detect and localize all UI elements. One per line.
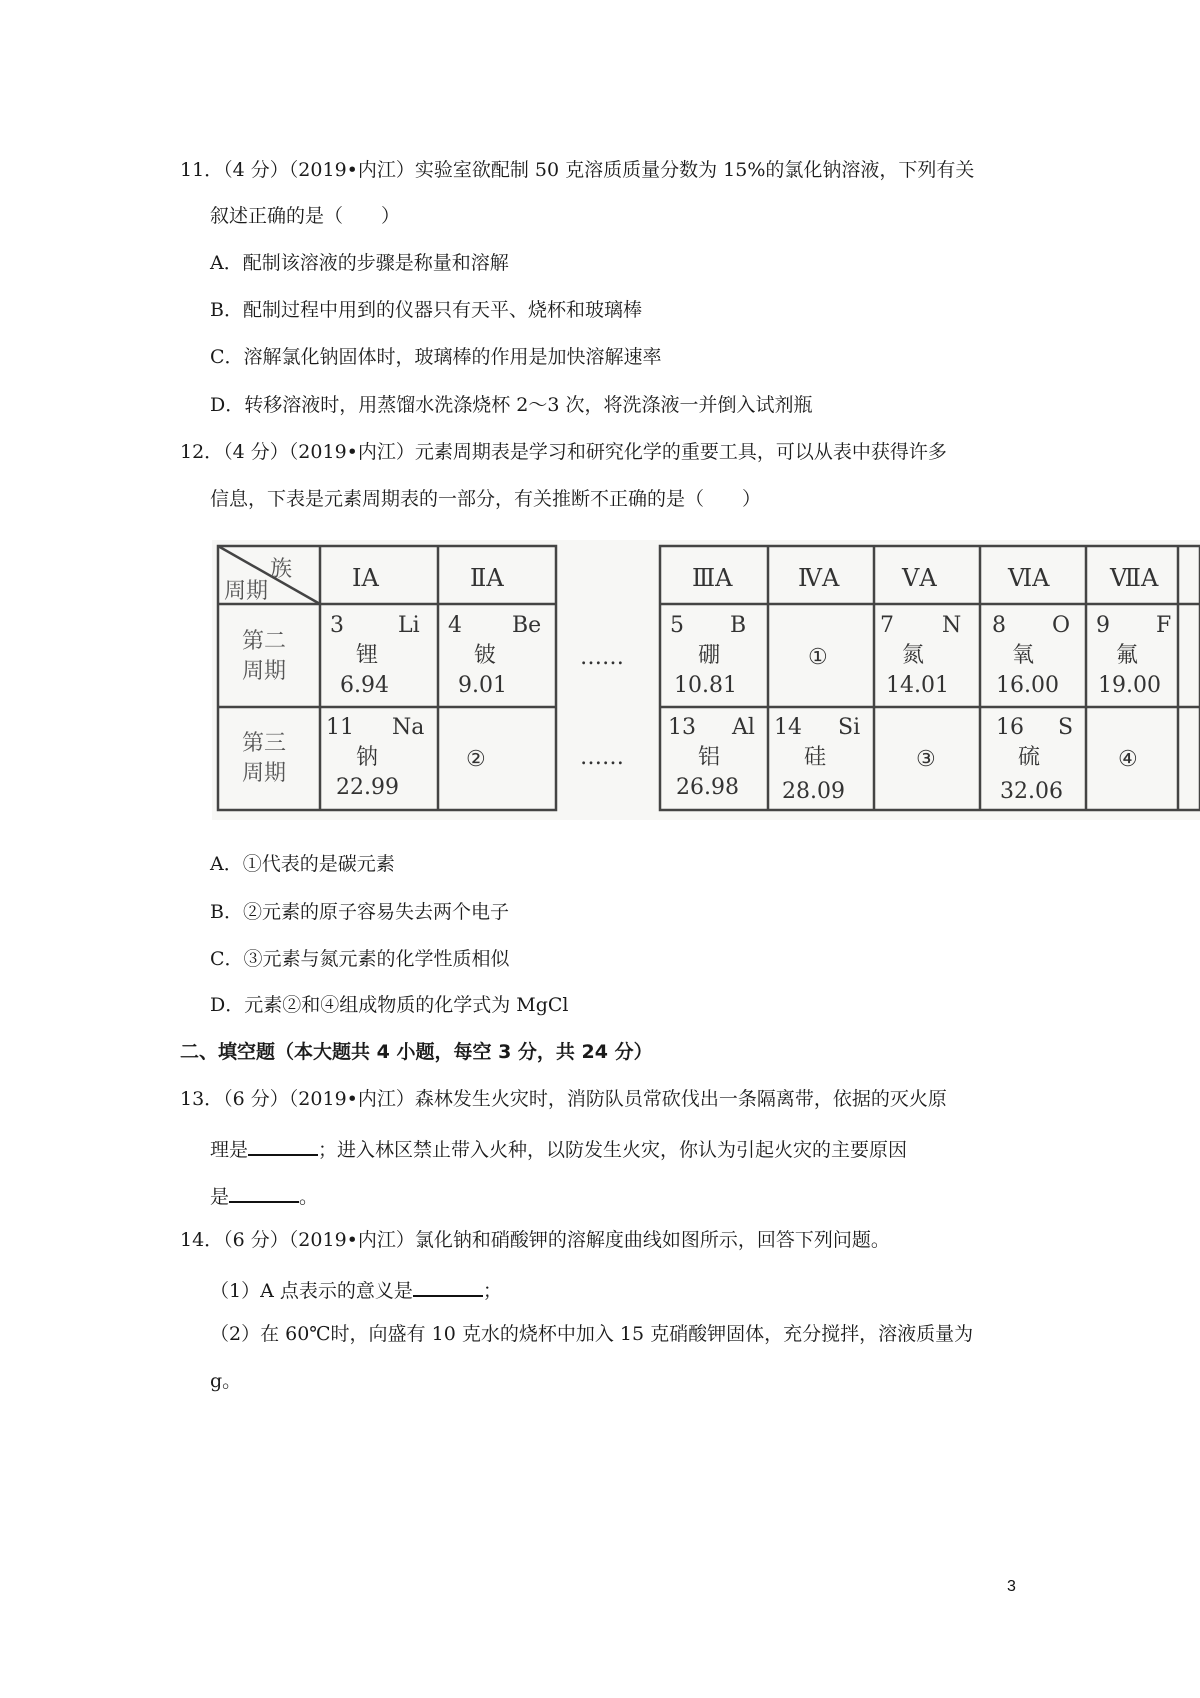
q11-stem-line2: 叙述正确的是（ ） [210, 205, 401, 227]
q11-option-c: C．溶解氯化钠固体时，玻璃棒的作用是加快溶解速率 [210, 346, 662, 368]
table-ellipsis: …… [580, 645, 624, 670]
section-heading: 二、填空题（本大题共 4 小题，每空 3 分，共 24 分） [180, 1041, 653, 1063]
q13-line2 [210, 1134, 907, 1162]
q11-option-a: A．配制该溶液的步骤是称量和溶解 [210, 252, 509, 274]
atomic-number: 8 [992, 613, 1006, 638]
atomic-mass: 16.00 [996, 673, 1059, 698]
q14-sub1 [210, 1275, 502, 1303]
q14-sub2-end: g。 [210, 1370, 242, 1392]
answer-blank[interactable] [248, 1134, 318, 1156]
atomic-number: 5 [670, 613, 684, 638]
unknown-element-mark-1: ① [808, 645, 828, 670]
group-header: ⅡA [470, 564, 504, 592]
element-name: 钠 [356, 745, 379, 770]
q13-line3-suffix: 。 [299, 1186, 319, 1208]
element-symbol: Si [838, 715, 861, 740]
element-name: 氧 [1012, 643, 1035, 668]
unknown-element-mark-3: ③ [916, 747, 936, 772]
element-symbol: B [730, 613, 747, 638]
atomic-number: 16 [996, 715, 1024, 740]
element-symbol: Be [512, 613, 542, 638]
atomic-number: 3 [330, 613, 344, 638]
atomic-number: 11 [326, 715, 354, 740]
q12-stem-line2: 信息，下表是元素周期表的一部分，有关推断不正确的是（ ） [210, 488, 762, 510]
atomic-mass: 19.00 [1098, 673, 1161, 698]
table-ellipsis: …… [580, 745, 624, 770]
unknown-element-mark-2: ② [466, 747, 486, 772]
element-name: 硅 [804, 745, 827, 770]
period-label: 第二 [242, 629, 287, 654]
element-name: 硫 [1018, 745, 1041, 770]
group-header: ⅥA [1008, 564, 1050, 592]
element-symbol: F [1156, 613, 1172, 638]
q11-option-b: B．配制过程中用到的仪器只有天平、烧杯和玻璃棒 [210, 299, 642, 321]
element-symbol: Li [398, 613, 420, 638]
atomic-mass: 10.81 [674, 673, 737, 698]
page-number: 3 [1007, 1578, 1016, 1595]
q14-sub1-text: （1）A 点表示的意义是 [210, 1280, 413, 1302]
q12-option-c: C．③元素与氮元素的化学性质相似 [210, 948, 510, 970]
q13-line2-prefix: 理是 [210, 1139, 249, 1161]
q13-line3-prefix: 是 [210, 1186, 230, 1208]
group-header: ⅣA [798, 564, 840, 592]
group-header: ⅠA [352, 564, 379, 592]
q12-stem-line1: 12．（4 分）（2019•内江）元素周期表是学习和研究化学的重要工具，可以从表中获得许多 [180, 441, 947, 463]
period-label: 周期 [242, 659, 287, 684]
element-name: 铍 [474, 643, 497, 668]
atomic-number: 4 [448, 613, 462, 638]
periodic-table-svg [212, 540, 1200, 820]
element-name: 氟 [1116, 643, 1139, 668]
atomic-mass: 14.01 [886, 673, 949, 698]
q14-sub2: （2）在 60℃时，向盛有 10 克水的烧杯中加入 15 克硝酸钾固体，充分搅拌，溶液质量为 [210, 1323, 974, 1345]
q11-option-d: D．转移溶液时，用蒸馏水洗涤烧杯 2～3 次，将洗涤液一并倒入试剂瓶 [210, 394, 813, 416]
group-header: ⅢA [692, 564, 733, 592]
unknown-element-mark-4: ④ [1118, 747, 1138, 772]
element-name: 锂 [356, 643, 379, 668]
answer-blank[interactable] [229, 1181, 299, 1203]
element-symbol: Al [732, 715, 755, 740]
period-label: 第三 [242, 731, 287, 756]
element-name: 铝 [698, 745, 721, 770]
element-symbol: N [942, 613, 962, 638]
atomic-mass: 22.99 [336, 775, 399, 800]
period-label: 周期 [242, 761, 287, 786]
group-header: ⅦA [1110, 564, 1159, 592]
q13-line1: 13．（6 分）（2019•内江）森林发生火灾时，消防队员常砍伐出一条隔离带，依据的灭火原 [180, 1088, 947, 1110]
group-header: ⅤA [902, 564, 937, 592]
q12-option-a: A．①代表的是碳元素 [210, 853, 395, 875]
q13-line3 [210, 1181, 318, 1209]
atomic-number: 9 [1096, 613, 1110, 638]
atomic-mass: 9.01 [458, 673, 507, 698]
atomic-mass: 26.98 [676, 775, 739, 800]
periodic-table-figure [212, 540, 1200, 820]
element-symbol: Na [392, 715, 425, 740]
element-name: 硼 [698, 643, 721, 668]
atomic-number: 7 [880, 613, 894, 638]
q12-option-d: D．元素②和④组成物质的化学式为 MgCl [210, 994, 569, 1016]
q14-line1: 14．（6 分）（2019•内江）氯化钠和硝酸钾的溶解度曲线如图所示，回答下列问题。 [180, 1229, 890, 1251]
atomic-mass: 6.94 [340, 673, 389, 698]
atomic-number: 14 [774, 715, 802, 740]
atomic-mass: 32.06 [1000, 779, 1063, 804]
answer-blank[interactable] [413, 1275, 483, 1297]
element-symbol: S [1058, 715, 1074, 740]
atomic-number: 13 [668, 715, 696, 740]
q12-option-b: B．②元素的原子容易失去两个电子 [210, 901, 509, 923]
q14-sub1-suffix: ； [482, 1280, 502, 1302]
element-symbol: O [1052, 613, 1071, 638]
table-corner-period: 周期 [224, 579, 269, 604]
atomic-mass: 28.09 [782, 779, 845, 804]
table-corner-group: 族 [270, 557, 293, 582]
q11-stem-line1: 11．（4 分）（2019•内江）实验室欲配制 50 克溶质质量分数为 15%的氯化钠溶液，下列有关 [180, 159, 975, 181]
element-name: 氮 [902, 643, 925, 668]
q13-line2-suffix: ；进入林区禁止带入火种，以防发生火灾，你认为引起火灾的主要原因 [318, 1139, 908, 1161]
